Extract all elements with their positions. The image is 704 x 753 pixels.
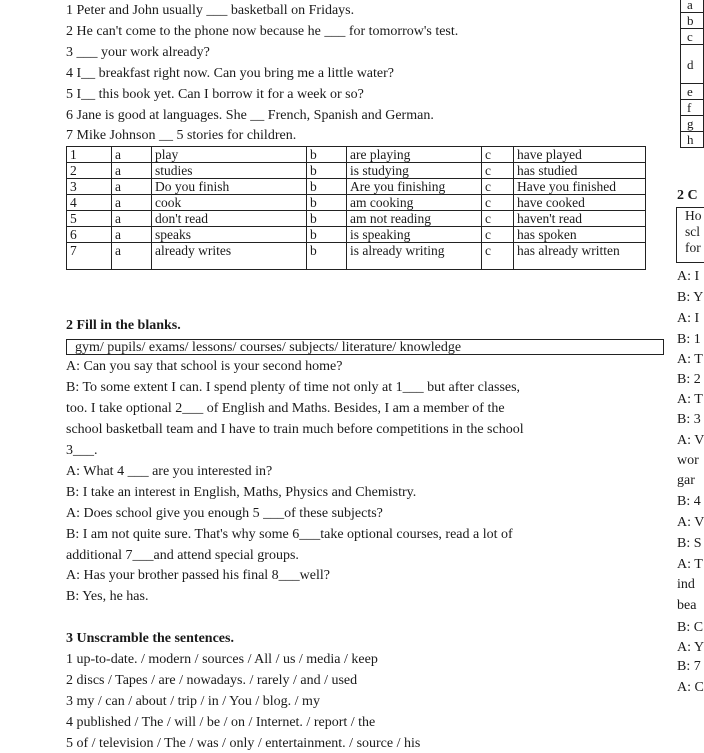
option-b: Are you finishing bbox=[347, 179, 482, 195]
ex3-title: 3 Unscramble the sentences. bbox=[66, 631, 234, 646]
right-line: A: V bbox=[677, 433, 704, 448]
letter-c: c bbox=[482, 147, 514, 163]
right-line: B: 1 bbox=[677, 332, 701, 347]
letter-a: a bbox=[112, 211, 152, 227]
ex3-item-5: 5 of / television / The / was / only / entertainment. / source / his bbox=[66, 736, 421, 751]
letter-cell: g bbox=[681, 116, 704, 132]
letter-b: b bbox=[307, 163, 347, 179]
ex2-line-8: A: Does school give you enough 5 ___of these subjects? bbox=[66, 506, 383, 521]
ex2-line-7: B: I take an interest in English, Maths, Physics and Chemistry. bbox=[66, 485, 417, 500]
option-a: Do you finish bbox=[152, 179, 307, 195]
option-b: am cooking bbox=[347, 195, 482, 211]
right-line: B: S bbox=[677, 536, 702, 551]
letter-a: a bbox=[112, 227, 152, 243]
row-number: 5 bbox=[67, 211, 112, 227]
ex1-item-6: 6 Jane is good at languages. She __ French, Spanish and German. bbox=[66, 108, 434, 123]
letter-b: b bbox=[307, 179, 347, 195]
option-c: have cooked bbox=[514, 195, 646, 211]
option-a: don't read bbox=[152, 211, 307, 227]
letter-a: a bbox=[112, 195, 152, 211]
option-b: are playing bbox=[347, 147, 482, 163]
table-row bbox=[67, 211, 646, 227]
ex2-line-6: A: What 4 ___ are you interested in? bbox=[66, 464, 273, 479]
table-row bbox=[67, 147, 646, 163]
ex2-line-12: B: Yes, he has. bbox=[66, 589, 149, 604]
option-b: am not reading bbox=[347, 211, 482, 227]
letter-cell: e bbox=[681, 84, 704, 100]
ex1-item-4: 4 I__ breakfast right now. Can you bring me a little water? bbox=[66, 66, 394, 81]
row-number: 4 bbox=[67, 195, 112, 211]
ex1-item-1: 1 Peter and John usually ___ basketball on Fridays. bbox=[66, 3, 355, 18]
right-line: A: T bbox=[677, 392, 703, 407]
letter-cell: a bbox=[681, 0, 704, 13]
table-row bbox=[67, 227, 646, 243]
right-line: B: 3 bbox=[677, 412, 701, 427]
right-box-line: scl bbox=[685, 224, 700, 239]
option-c: haven't read bbox=[514, 211, 646, 227]
letter-c: c bbox=[482, 243, 514, 270]
option-b: is studying bbox=[347, 163, 482, 179]
right-box bbox=[676, 207, 704, 263]
letter-b: b bbox=[307, 195, 347, 211]
word-bank: gym/ pupils/ exams/ lessons/ courses/ subjects/ literature/ knowledge bbox=[66, 339, 664, 355]
right-line: B: Y bbox=[677, 290, 704, 305]
ex2-line-9: B: I am not quite sure. That's why some 6___take optional courses, read a lot of bbox=[66, 527, 513, 542]
option-a: cook bbox=[152, 195, 307, 211]
right-line: A: I bbox=[677, 269, 700, 284]
letter-cell: h bbox=[681, 132, 704, 148]
letter-b: b bbox=[307, 227, 347, 243]
letter-cell: b bbox=[681, 13, 704, 29]
letter-c: c bbox=[482, 179, 514, 195]
ex2-line-4: school basketball team and I have to train much before competitions in the school bbox=[66, 422, 524, 437]
ex2-line-1: A: Can you say that school is your second home? bbox=[66, 359, 343, 374]
right-line: B: 7 bbox=[677, 659, 701, 674]
right-box-line: Ho bbox=[685, 208, 702, 223]
option-a: already writes bbox=[152, 243, 307, 270]
row-number: 7 bbox=[67, 243, 112, 270]
option-b: is speaking bbox=[347, 227, 482, 243]
letter-a: a bbox=[112, 179, 152, 195]
row-number: 2 bbox=[67, 163, 112, 179]
right-line: A: C bbox=[677, 680, 704, 695]
table-row bbox=[67, 243, 646, 270]
letter-cell: c bbox=[681, 29, 704, 45]
right-letter-table bbox=[680, 0, 704, 148]
letter-c: c bbox=[482, 227, 514, 243]
row-number: 1 bbox=[67, 147, 112, 163]
table-row bbox=[67, 179, 646, 195]
letter-b: b bbox=[307, 243, 347, 270]
ex3-item-1: 1 up-to-date. / modern / sources / All / us / media / keep bbox=[66, 652, 378, 667]
letter-cell: f bbox=[681, 100, 704, 116]
ex2-line-10: additional 7___and attend special groups. bbox=[66, 548, 299, 563]
ex3-item-3: 3 my / can / about / trip / in / You / blog. / my bbox=[66, 694, 320, 709]
ex2-line-5: 3___. bbox=[66, 443, 98, 458]
letter-a: a bbox=[112, 243, 152, 270]
ex1-item-5: 5 I__ this book yet. Can I borrow it for a week or so? bbox=[66, 87, 364, 102]
right-line: wor bbox=[677, 453, 699, 468]
right-line: A: T bbox=[677, 557, 703, 572]
row-number: 3 bbox=[67, 179, 112, 195]
right-line: B: 4 bbox=[677, 494, 701, 509]
letter-c: c bbox=[482, 163, 514, 179]
table-row bbox=[67, 163, 646, 179]
options-table bbox=[66, 146, 646, 270]
ex1-item-7: 7 Mike Johnson __ 5 stories for children. bbox=[66, 128, 297, 143]
letter-b: b bbox=[307, 211, 347, 227]
letter-c: c bbox=[482, 211, 514, 227]
option-c: has studied bbox=[514, 163, 646, 179]
option-c: has spoken bbox=[514, 227, 646, 243]
right-box-line: for bbox=[685, 240, 701, 255]
table-row bbox=[67, 195, 646, 211]
option-a: play bbox=[152, 147, 307, 163]
right-heading: 2 C bbox=[677, 188, 698, 203]
right-line: gar bbox=[677, 473, 695, 488]
letter-a: a bbox=[112, 163, 152, 179]
option-b: is already writing bbox=[347, 243, 482, 270]
option-c: Have you finished bbox=[514, 179, 646, 195]
option-c: has already written bbox=[514, 243, 646, 270]
right-line: A: I bbox=[677, 311, 700, 326]
letter-b: b bbox=[307, 147, 347, 163]
right-line: A: T bbox=[677, 352, 703, 367]
ex1-item-3: 3 ___ your work already? bbox=[66, 45, 210, 60]
right-line: B: 2 bbox=[677, 372, 701, 387]
ex2-line-11: A: Has your brother passed his final 8___well? bbox=[66, 568, 330, 583]
row-number: 6 bbox=[67, 227, 112, 243]
right-line: A: Y bbox=[677, 640, 704, 655]
letter-a: a bbox=[112, 147, 152, 163]
right-line: ind bbox=[677, 577, 695, 592]
ex3-item-2: 2 discs / Tapes / are / nowadays. / rarely / and / used bbox=[66, 673, 358, 688]
option-c: have played bbox=[514, 147, 646, 163]
letter-c: c bbox=[482, 195, 514, 211]
ex3-item-4: 4 published / The / will / be / on / Internet. / report / the bbox=[66, 715, 376, 730]
ex2-title: 2 Fill in the blanks. bbox=[66, 318, 181, 333]
option-a: speaks bbox=[152, 227, 307, 243]
option-a: studies bbox=[152, 163, 307, 179]
right-line: B: C bbox=[677, 620, 704, 635]
right-line: A: V bbox=[677, 515, 704, 530]
ex2-line-3: too. I take optional 2___ of English and Maths. Besides, I am a member of the bbox=[66, 401, 505, 416]
right-line: bea bbox=[677, 598, 697, 613]
ex1-item-2: 2 He can't come to the phone now because he ___ for tomorrow's test. bbox=[66, 24, 459, 39]
letter-cell: d bbox=[681, 45, 704, 84]
ex2-line-2: B: To some extent I can. I spend plenty of time not only at 1___ but after classes, bbox=[66, 380, 521, 395]
